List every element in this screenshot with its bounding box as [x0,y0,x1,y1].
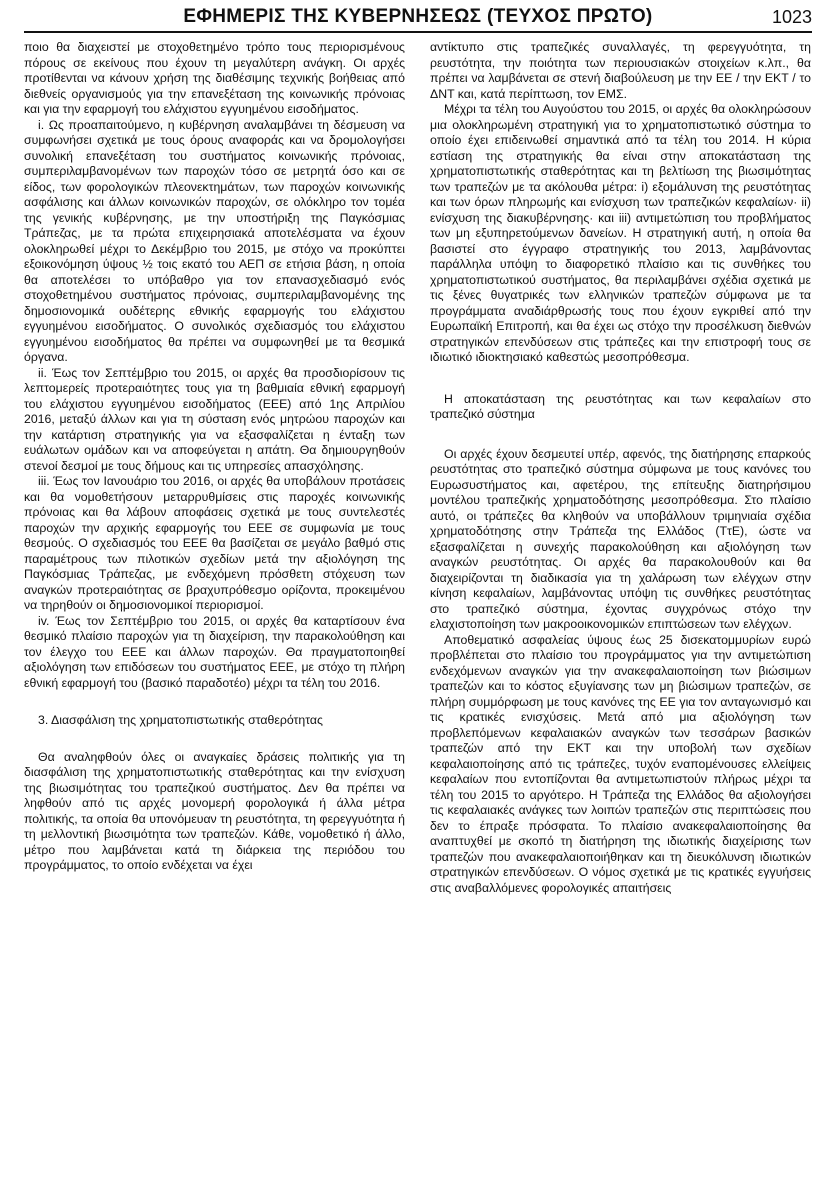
left-column [24,40,405,874]
section-heading: 3. Διασφάλιση της χρηματοπιστωτικής σταθερότητας [38,713,323,727]
paragraph-item-ii: ii. Έως τον Σεπτέμβριο του 2015, οι αρχές θα προσδιορίσουν τις λεπτομερείς προτεραιότητες τους για τη βαθμιαία εθνική εφαρμογή του ελάχιστου εγγυημένου εισοδήματος (ΕΕΕ) από 1ης Απριλίου 2016, μεταξύ άλλων και για τη σύσταση ενός μητρώου παροχών και την κατάρτιση στρατηγικής για να εξασφαλίζεται η ένταξη των ευάλωτων ομάδων και να αποφεύγεται η απάτη. Θα δημιουργηθούν στενοί δεσμοί με τους δήμους και τις υπηρεσίες απασχόλησης. [24,365,405,473]
paragraph-item-iii: iii. Έως τον Ιανουάριο του 2016, οι αρχές θα υποβάλουν προτάσεις και θα νομοθετήσουν μεταρρυθμίσεις στις παροχές κοινωνικής πρόνοιας και θα λάβουν αποφάσεις σχετικά με τους συντελεστές παροχών την αρχικής εφαρμογής του ΕΕΕ σε συμφωνία με τους θεσμούς. Ο σχεδιασμός του ΕΕΕ θα βασίζεται σε μεγάλο βαθμό στις παραμέτρους των πιλοτικών σχεδίων μετά την αξιολόγηση της Παγκόσμιας Τράπεζας, με ενδεχόμενη πρόσθετη στόχευση των αναγκών προτεραιότητας σε βραχυπρόθεσμο ορίζοντα, προκειμένου να τηρηθούν οι δημοσιονομικοί περιορισμοί. [24,474,405,612]
paragraph-liquidity: Οι αρχές έχουν δεσμευτεί υπέρ, αφενός, της διατήρησης επαρκούς ρευστότητας στο τραπεζικό σύστημα σύμφωνα με τους κανόνες του Ευρωσυστήματος και, αφετέρου, της επίτευξης διατηρήσιμου μοντέλου τραπεζικής χρηματοδότησης μεσοπρόθεσμα. Στο πλαίσιο αυτό, οι τράπεζες θα κληθούν να υποβάλλουν τριμηνιαία σχέδια χρηματοδότησης στην Τράπεζα της Ελλάδος (ΤτΕ), ώστε να εξασφαλίζεται η συνεχής παρακολούθηση και αξιολόγηση των αναγκών ρευστότητας. Οι αρχές θα παρακολουθούν και θα διαχειρίζονται τη διαδικασία για τη χαλάρωση των ελέγχων στην κίνηση κεφαλαίων, λαμβάνοντας υπόψη τις συνθήκες ρευστότητας στο τραπεζικό σύστημα, έχοντας συγχρόνως στόχο την ελαχιστοποίηση των μακροοικονομικών επιπτώσεων των ελέγχων. [430,446,811,631]
paragraph-continuation-right: αντίκτυπο στις τραπεζικές συναλλαγές, τη φερεγγυότητα, τη ρευστότητα, την ποιότητα των περιουσιακών στοιχείων κ.λπ., θα πρέπει να λαμβάνεται σε στενή διαβούλευση με την ΕΕ / την ΕΚΤ / το ΔΝΤ και, κατά περίπτωση, τον ΕΜΣ. [430,40,811,101]
subsection-heading: Η αποκατάσταση της ρευστότητας και των κεφαλαίων στο τραπεζικό σύστημα [430,391,811,421]
paragraph-continuation: ποιο θα διαχειστεί με στοχοθετημένο τρόπο τους περιορισμένους πόρους σε εκείνους που έχουν τη μεγαλύτερη ανάγκη. Οι αρχές προτίθενται να κάνουν χρήση της διαθέσιμης τεχνικής βοήθειας από διεθνείς οργανισμούς για την επανεξέταση της κοινωνικής πρόνοιας και για την εφαρμογή του ελάχιστου εγγυημένου εισοδήματος. [24,40,405,116]
paragraph-capital-buffer: Αποθεματικό ασφαλείας ύψους έως 25 δισεκατομμυρίων ευρώ προβλέπεται στο πλαίσιο του προγράμματος για την αντιμετώπιση ενδεχόμενων αναγκών για την ανακεφαλαιοποίηση των βιώσιμων τραπεζών και το κόστος εξυγίανσης των μη βιώσιμων τραπεζών, σε πλήρη συμμόρφωση με τους κανόνες της ΕΕ για τον ανταγωνισμό και τις κρατικές ενισχύσεις. Μετά από μια αξιολόγηση των προβλεπόμενων κεφαλαιακών αναγκών των τεσσάρων βασικών τραπεζών από την ΕΚΤ και την υποβολή των σχεδίων κεφαλαιοποίησης από τις τράπεζες, τυχόν εναπομένουσες ελλείψεις κεφαλαίων που εντοπίζονται θα αντιμετωπιστούν πλήρως μέχρι τα τέλη του 2015 το αργότερο. Η Τράπεζα της Ελλάδος θα αξιολογήσει τις κεφαλαιακές ανάγκες των λοιπών τραπεζών στις περιπτώσεις που δεν το έπραξε πρόσφατα. Το πλαίσιο ανακεφαλαιοποίησης θα αναπτυχθεί με σκοπό τη διατήρηση της ιδιωτικής διαχείρισης των τραπεζών που ανακεφαλαιοποιήθηκαν και τη διευκόλυνση ιδιωτικών στρατηγικών επενδύσεων. Ο νόμος σχετικά με τις κρατικές εγγυήσεις στις αναβαλλόμενες φορολογικές απαιτήσεις [430,632,811,895]
paragraph-financial-stability: Θα αναληφθούν όλες οι αναγκαίες δράσεις πολιτικής για τη διασφάλιση της χρηματοπιστωτικής σταθερότητας και την ενίσχυση της βιωσιμότητας του τραπεζικού συστήματος. Δεν θα πρέπει να ληφθούν από τις αρχές μονομερή φορολογικά ή άλλα μέτρα πολιτικής, τα οποία θα υπονόμευαν τη ρευστότητα, τη φερεγγυότητα ή τη μελλοντική βιωσιμότητα των τραπεζών. Κάθε, νομοθετικό ή άλλο, μέτρο που λαμβάνεται κατά τη διάρκεια της περιόδου του προγράμματος, το οποίο ενδέχεται να έχει [24,749,405,872]
paragraph-strategy: Μέχρι τα τέλη του Αυγούστου του 2015, οι αρχές θα ολοκληρώσουν μια ολοκληρωμένη στρατηγική για το χρηματοπιστωτικό σύστημα το οποίο έχει επιδεινωθεί σημαντικά από τα τέλη του 2014. Η κύρια εστίαση της στρατηγικής θα είναι στην αποκατάσταση της χρηματοπιστωτικής σταθερότητας και τη βελτίωση της βιωσιμότητας των τραπεζών με τα ακόλουθα μέτρα: i) εξομάλυνση της ρευστότητας και των όρων πληρωμής και ενίσχυση των τραπεζικών κεφαλαίων· ii) ενίσχυση της διακυβέρνησης· και iii) αντιμετώπιση του προβλήματος των μη εξυπηρετούμενων δανείων. Η στρατηγική αυτή, η οποία θα βασιστεί στο έγγραφο στρατηγικής του 2013, λαμβάνοντας παράλληλα υπόψη το διαφορετικό πλαίσιο και τις συνθήκες του χρηματοπιστωτικού συστήματος, θα περιλαμβάνει σχέδια σχετικά με τις ξένες θυγατρικές των ελληνικών τραπεζών σύμφωνα με τα προγράμματα αναδιάρθρωσής τους που έχουν εγκριθεί από την Ευρωπαϊκή Επιτροπή, και θα έχει ως στόχο την προσέλκυση διεθνών στρατηγικών επενδύσεων στις τράπεζες και την επιστροφή τους σε ιδιωτικό ιδιοκτησιακό καθεστώς μεσοπρόθεσμα. [430,102,811,364]
right-column [430,40,811,896]
paragraph-item-i: i. Ως προαπαιτούμενο, η κυβέρνηση αναλαμβάνει τη δέσμευση να συμφωνήσει σχετικά με τους όρους αναφοράς και να δρομολογήσει συνολική επανεξέταση του συστήματος κοινωνικής πρόνοιας, συμπεριλαμβανομένων των παροχών τόσο σε μετρητά όσο και σε είδος, των φορολογικών πλεονεκτημάτων, των παροχών κοινωνικής ασφάλισης και άλλων κοινωνικών παροχών, σε ολόκληρο τον τομέα της γενικής κυβέρνησης, με την υποστήριξη της Παγκόσμιας Τράπεζας, με τα πρώτα επιχειρησιακά αποτελέσματα να έχουν ολοκληρωθεί μέχρι το Δεκέμβριο του 2015, με στόχο να προκύπτει εξοικονόμηση ύψους ½ τοις εκατό του ΑΕΠ σε ετήσια βάση, η οποία θα αποτελέσει το υπόβαθρο για τον επανασχεδιασμό ενός στοχοθετημένου συστήματος πρόνοιας, συμπεριλαμβανομένης της δημοσιονομικά ουδέτερης εθνικής εφαρμογής του ελάχιστου εγγυημένου εισοδήματος. Ο συνολικός σχεδιασμός του ελάχιστου εγγυημένου εισοδήματος θα πρέπει να συμφωνηθεί με τα θεσμικά όργανα. [24,117,405,364]
page-number: 1023 [771,7,812,27]
header-rule [24,31,812,33]
paragraph-item-iv: iv. Έως τον Σεπτέμβριο του 2015, οι αρχές θα καταρτίσουν ένα θεσμικό πλαίσιο παροχών για τη διαχείριση, την παρακολούθηση και τον έλεγχο του ΕΕΕ και άλλων παροχών. Θα πραγματοποιηθεί αξιολόγηση των επιδόσεων του συστήματος ΕΕΕ, με στόχο τη πλήρη εθνική εφαρμογή του (βασικό παραδοτέο) μέχρι τα τέλη του 2016. [24,613,405,690]
page-header [24,4,812,30]
gazette-title: ΕΦΗΜΕΡΙΣ ΤΗΣ ΚΥΒΕΡΝΗΣΕΩΣ (ΤΕΥΧΟΣ ΠΡΩΤΟ) [183,6,653,27]
